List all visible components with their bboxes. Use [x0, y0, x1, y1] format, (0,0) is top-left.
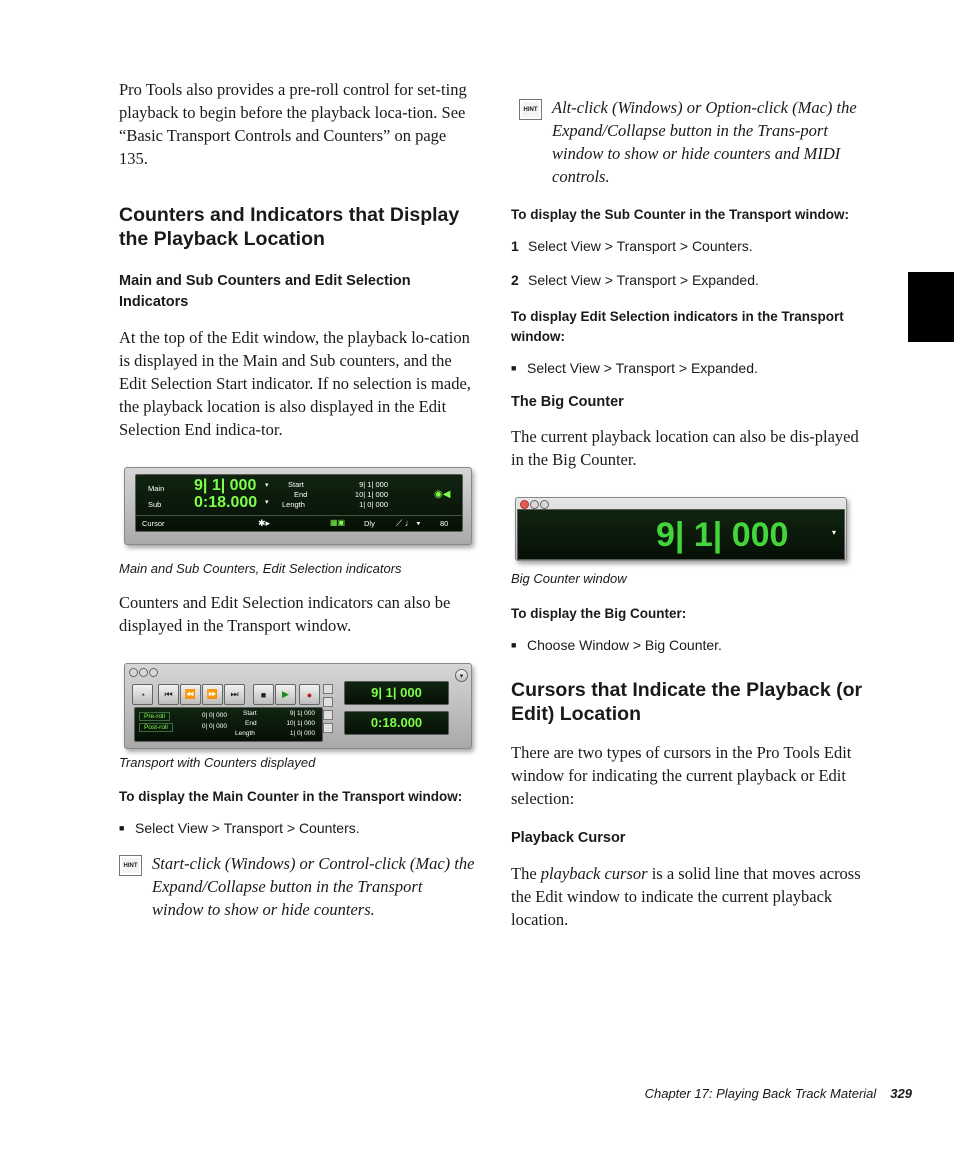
main-counter-value[interactable]: 9| 1| 000	[194, 477, 257, 494]
bullet-icon: ■	[511, 640, 517, 650]
subheading-playback-cursor: Playback Cursor	[511, 830, 626, 846]
step-number: 2	[511, 272, 519, 288]
step-text: Select View > Transport > Counters.	[135, 820, 360, 836]
procedure-heading-sub-counter: To display the Sub Counter in the Transport window:	[511, 207, 850, 222]
window-minimize-button[interactable]	[530, 500, 539, 509]
paragraph-text-end: is a solid line that moves across the Edit window to indicate the current playback location.	[511, 864, 861, 929]
online-button[interactable]: ◔	[132, 684, 153, 705]
section-heading-cursors: Cursors that Indicate the Playback (or Edit) Location	[511, 679, 863, 725]
transport-counters-display	[134, 707, 323, 742]
procedure-heading-big-counter: To display the Big Counter:	[511, 606, 687, 621]
selection-end-label: End	[294, 490, 308, 499]
intro-paragraph: Pro Tools also provides a pre-roll control for set-ting playback to begin before the playback loca-tion. See “Basic Transport Controls and Counters” on page 135.	[119, 80, 467, 168]
hint-icon: HINT	[119, 855, 142, 876]
paragraph-big-counter: The current playback location can also be dis-played in the Big Counter.	[511, 427, 859, 469]
procedure-step-edit-selection	[511, 358, 867, 378]
footer-chapter-title: Chapter 17: Playing Back Track Material	[644, 1086, 877, 1101]
step-text: Select View > Transport > Expanded.	[528, 272, 759, 288]
fast-forward-button[interactable]: ⏩	[202, 684, 223, 705]
preroll-button[interactable]: Pre-roll	[139, 712, 170, 721]
selection-end-value[interactable]: 10| 1| 000	[354, 490, 388, 499]
paragraph-text-start: The	[511, 864, 541, 883]
sub-counter-label: Sub	[148, 500, 162, 509]
subheading-main-sub-counters: Main and Sub Counters and Edit Selection Indicators	[119, 273, 411, 310]
paragraph-playback-cursor	[511, 862, 867, 931]
stop-button[interactable]: ■	[253, 684, 274, 705]
procedure-step-1	[511, 236, 867, 256]
midi-icon[interactable]: ▦▣	[330, 518, 346, 527]
main-counter-dropdown-icon[interactable]: ▾	[265, 482, 269, 489]
postroll-button[interactable]: Post-roll	[139, 723, 173, 732]
procedure-heading-main-counter: To display the Main Counter in the Transport window:	[119, 789, 463, 804]
transport-main-counter[interactable]	[344, 681, 449, 705]
metronome-icon[interactable]: ⟋ ♩ ▾	[396, 518, 421, 528]
selection-length-label: Length	[282, 500, 305, 509]
transport-end-value[interactable]: 10| 1| 000	[286, 720, 315, 727]
postroll-value[interactable]: 0| 0| 000	[201, 723, 227, 730]
procedure-heading-edit-selection: To display Edit Selection indicators in the Transport window:	[511, 309, 844, 344]
playback-cursor-term: playback cursor	[540, 864, 648, 883]
tip-text-start-click: Start-click (Windows) or Control-click (Mac) the Expand/Collapse button in the Transport window to show or hide counters.	[152, 854, 475, 919]
step-text: Select View > Transport > Expanded.	[527, 360, 758, 376]
bullet-icon: ■	[511, 363, 517, 373]
figure-caption-edit-counters: Main and Sub Counters, Edit Selection indicators	[119, 561, 402, 576]
play-button[interactable]: ▶	[275, 684, 296, 705]
transport-window	[124, 663, 472, 749]
transport-sub-counter-value: 0:18.000	[370, 715, 423, 730]
preroll-value[interactable]: 0| 0| 000	[201, 712, 227, 719]
subheading-big-counter: The Big Counter	[511, 394, 624, 410]
window-zoom-button[interactable]	[540, 500, 549, 509]
paragraph-cursor-types: There are two types of cursors in the Pro Tools Edit window for indicating the current playback or Edit selection:	[511, 743, 852, 808]
page-footer	[645, 1086, 912, 1101]
main-counter-label: Main	[148, 484, 165, 493]
window-close-button[interactable]	[129, 668, 138, 677]
figure-edit-counters	[124, 467, 474, 546]
tip-alt-click	[519, 96, 867, 188]
page-number: 329	[890, 1086, 912, 1101]
step-text: Choose Window > Big Counter.	[527, 637, 722, 653]
right-column	[511, 96, 867, 931]
left-column	[119, 78, 475, 921]
tip-text-alt-click: Alt-click (Windows) or Option-click (Mac) the Expand/Collapse button in the Trans-port window to show or hide counters and MIDI controls.	[552, 98, 857, 186]
selection-start-value[interactable]: 9| 1| 000	[359, 480, 388, 489]
delay-label: Dly	[364, 519, 375, 528]
cursor-label: Cursor	[142, 519, 165, 528]
record-button[interactable]: ●	[299, 684, 320, 705]
speaker-icon[interactable]: ◉◀	[434, 489, 451, 500]
return-to-zero-button[interactable]: ⏮	[158, 684, 179, 705]
transport-start-label: Start	[243, 710, 257, 717]
chapter-thumb-tab	[908, 272, 954, 342]
section-heading-counters: Counters and Indicators that Display the Playback Location	[119, 204, 460, 250]
edit-counters-display	[135, 474, 463, 532]
nudge-value[interactable]: 80	[440, 519, 449, 528]
big-counter-window	[515, 497, 847, 561]
step-text: Select View > Transport > Counters.	[528, 238, 753, 254]
tip-start-click	[119, 852, 475, 921]
big-counter-dropdown-icon[interactable]: ▾	[832, 528, 837, 537]
paragraph-edit-window-location: At the top of the Edit window, the playback lo-cation is displayed in the Main and Sub counters, and the Edit Selection Start indicator. If no selection is made, the playback location is also displayed in the Edit Selection End indica-tor.	[119, 328, 471, 439]
edit-counters-panel	[124, 467, 472, 545]
transport-sub-counter[interactable]	[344, 711, 449, 735]
window-minimize-button[interactable]	[139, 668, 148, 677]
window-zoom-button[interactable]	[149, 668, 158, 677]
go-to-end-button[interactable]: ⏭	[224, 684, 245, 705]
transport-separator	[323, 684, 333, 740]
bullet-icon: ■	[119, 823, 125, 833]
figure-caption-transport: Transport with Counters displayed	[119, 755, 316, 770]
procedure-step-main-counter	[119, 818, 475, 838]
expand-collapse-button[interactable]: ▾	[455, 669, 468, 682]
big-counter-display[interactable]	[517, 509, 845, 560]
transport-start-value[interactable]: 9| 1| 000	[289, 710, 315, 717]
transport-end-label: End	[245, 720, 257, 727]
transport-length-value[interactable]: 1| 0| 000	[289, 730, 315, 737]
sub-counter-dropdown-icon[interactable]: ▾	[265, 499, 269, 506]
status-divider	[136, 515, 462, 516]
big-counter-value: 9| 1| 000	[656, 516, 789, 554]
figure-caption-big-counter: Big Counter window	[511, 571, 627, 586]
transport-length-label: Length	[235, 730, 255, 737]
tab-to-transient-icon[interactable]: ✱▸	[258, 518, 271, 528]
selection-start-label: Start	[288, 480, 304, 489]
figure-transport-window	[124, 663, 474, 751]
rewind-button[interactable]: ⏪	[180, 684, 201, 705]
sub-counter-value[interactable]: 0:18.000	[194, 494, 258, 511]
hint-icon: HINT	[519, 99, 542, 120]
selection-length-value[interactable]: 1| 0| 000	[359, 500, 388, 509]
window-close-button[interactable]	[520, 500, 529, 509]
procedure-step-2	[511, 270, 867, 290]
step-number: 1	[511, 238, 519, 254]
transport-main-counter-value: 9| 1| 000	[371, 685, 422, 700]
paragraph-transport-counters: Counters and Edit Selection indicators can also be displayed in the Transport window.	[119, 593, 451, 635]
figure-big-counter	[515, 497, 855, 562]
procedure-step-big-counter	[511, 635, 867, 655]
